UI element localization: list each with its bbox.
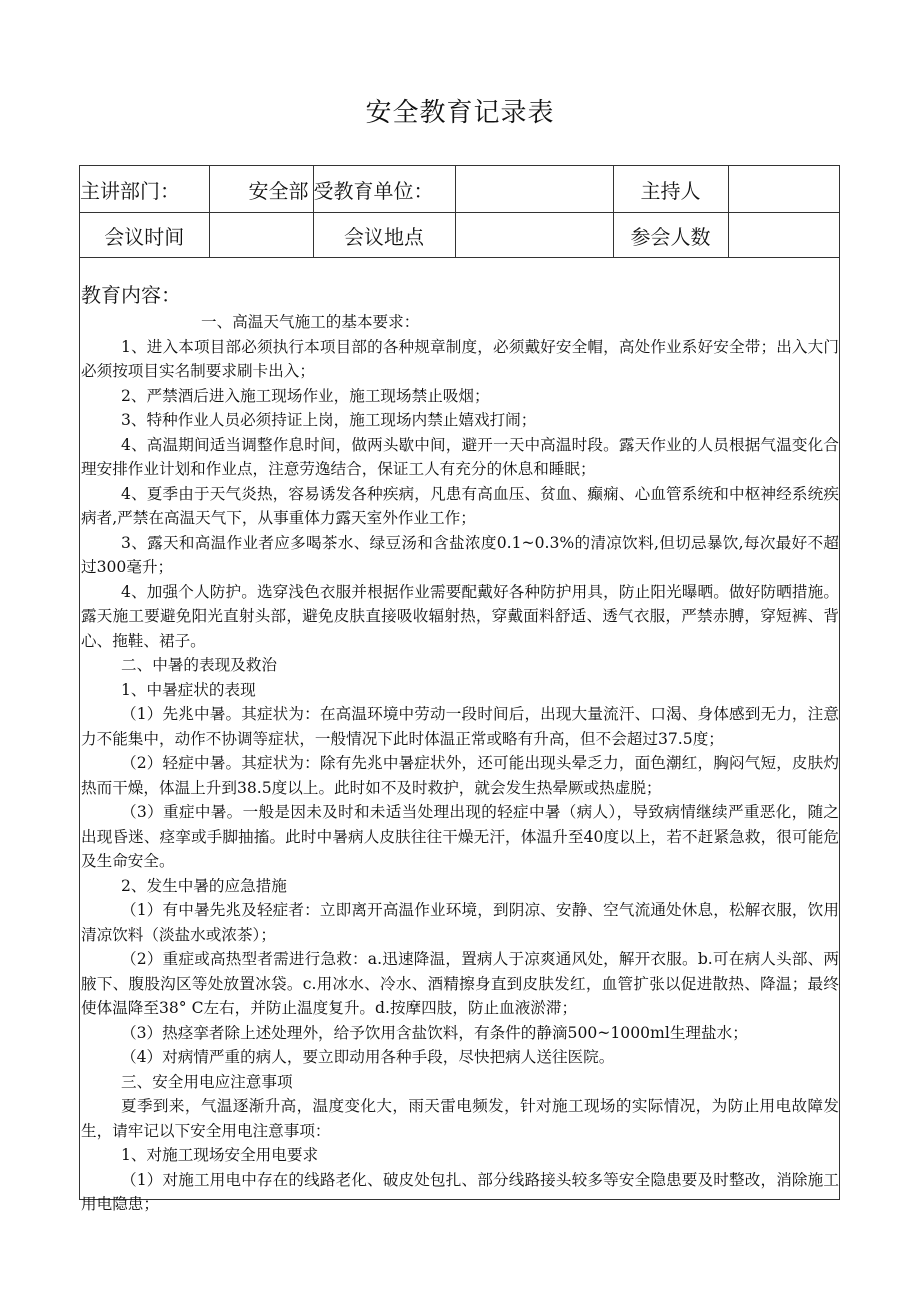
time-label: 会议时间 — [80, 213, 209, 258]
content-label: 教育内容： — [81, 283, 181, 307]
count-label: 参会人数 — [613, 213, 728, 258]
place-value[interactable] — [455, 213, 613, 258]
paragraph: （4）对病情严重的病人，要立即动用各种手段，尽快把病人送往医院。 — [121, 1048, 615, 1066]
paragraph: 4、加强个人防护。选穿浅色衣服并根据作业需要配戴好各种防护用具，防止阳光曝晒。做好防晒措施。露天施工要避免阳光直射头部，避免皮肤直接吸收辐射热，穿戴面料舒适、透气衣服，严禁赤膊，穿短裤、背心、拖鞋、裙子。 — [81, 582, 839, 650]
section-heading: 一、高温天气施工的基本要求： — [201, 313, 420, 331]
place-label: 会议地点 — [313, 213, 455, 258]
time-value[interactable] — [209, 213, 313, 258]
paragraph: （1）先兆中暑。其症状为：在高温环境中劳动一段时间后，出现大量流汗、口渴、身体感到无力，注意力不能集中，动作不协调等症状，一般情况下此时体温正常或略有升高，但不会超过37.5度； — [81, 705, 840, 748]
host-label: 主持人 — [613, 166, 728, 213]
host-value[interactable] — [728, 166, 839, 213]
subsection-heading: 1、对施工现场安全用电要求 — [121, 1146, 319, 1164]
paragraph: 3、露天和高温作业者应多喝茶水、绿豆汤和含盐浓度0.1~0.3%的清凉饮料,但切忌暴饮,每次最好不超过300毫升； — [81, 533, 839, 576]
paragraph: 1、进入本项目部必须执行本项目部的各种规章制度，必须戴好安全帽，高处作业系好安全带；出入大门必须按项目实名制要求刷卡出入； — [81, 337, 839, 380]
subsection-heading: 2、发生中暑的应急措施 — [121, 876, 287, 895]
page-title: 安全教育记录表 — [365, 98, 555, 128]
section-heading: 三、安全用电应注意事项 — [121, 1072, 293, 1091]
dept-label: 主讲部门： — [80, 166, 209, 213]
unit-label: 受教育单位： — [313, 166, 455, 213]
paragraph: 2、严禁酒后进入施工现场作业，施工现场禁止吸烟； — [121, 386, 490, 405]
paragraph: （1）对施工用电中存在的线路老化、破皮处包扎、部分线路接头较多等安全隐患要及时整改，消除施工用电隐患； — [81, 1170, 840, 1213]
table-row — [80, 213, 839, 258]
subsection-heading: 1、中暑症状的表现 — [121, 680, 256, 699]
dept-value[interactable]: 安全部 — [209, 166, 313, 213]
paragraph: 3、特种作业人员必须持证上岗，施工现场内禁止嬉戏打闹； — [121, 411, 537, 429]
table-row — [80, 166, 839, 213]
paragraph: （2）轻症中暑。其症状为：除有先兆中暑症状外，还可能出现头晕乏力，面色潮红，胸闷气短，皮肤灼热而干燥，体温上升到38.5度以上。此时如不及时救护，就会发生热晕厥或热虚脱； — [81, 754, 840, 797]
section-heading: 二、中暑的表现及救治 — [121, 656, 277, 674]
paragraph: （3）重症中暑。一般是因未及时和未适当处理出现的轻症中暑（病人），导致病情继续严重恶化，随之出现昏迷、痉挛或手脚抽搐。此时中暑病人皮肤往往干燥无汗，体温升至40度以上，若不赶紧急救，很可能危及生命安全。 — [81, 803, 839, 870]
unit-value[interactable] — [455, 166, 613, 213]
paragraph: （2）重症或高热型者需进行急救：a.迅速降温，置病人于凉爽通风处，解开衣服。b.可在病人头部、两腋下、腹股沟区等处放置冰袋。c.用冰水、冷水、酒精擦身直到皮肤发红，血管扩张以促进散热、降温；最终使体温降至38° C左右，并防止温度复升。d.按摩四肢，防止血液淤滞； — [81, 950, 839, 1017]
meeting-info-table — [80, 166, 839, 258]
paragraph: 夏季到来，气温逐渐升高，温度变化大，雨天雷电频发，针对施工现场的实际情况，为防止用电故障发生，请牢记以下安全用电注意事项： — [81, 1097, 839, 1140]
paragraph: 4、高温期间适当调整作息时间，做两头歇中间，避开一天中高温时段。露天作业的人员根据气温变化合理安排作业计划和作业点，注意劳逸结合，保证工人有充分的休息和睡眠； — [81, 435, 839, 478]
paragraph: （1）有中暑先兆及轻症者：立即离开高温作业环境，到阴凉、安静、空气流通处休息，松解衣服，饮用清凉饮料（淡盐水或浓茶）； — [81, 901, 840, 944]
paragraph: 4、夏季由于天气炎热，容易诱发各种疾病，凡患有高血压、贫血、癫痫、心血管系统和中枢神经系统疾病者,严禁在高温天气下，从事重体力露天室外作业工作； — [81, 484, 839, 527]
paragraph: （3）热痉挛者除上述处理外，给予饮用含盐饮料，有条件的静滴500~1000ml生理盐水； — [121, 1023, 748, 1042]
count-value[interactable] — [728, 213, 839, 258]
education-record-table — [79, 165, 840, 1213]
education-content — [80, 258, 839, 1217]
